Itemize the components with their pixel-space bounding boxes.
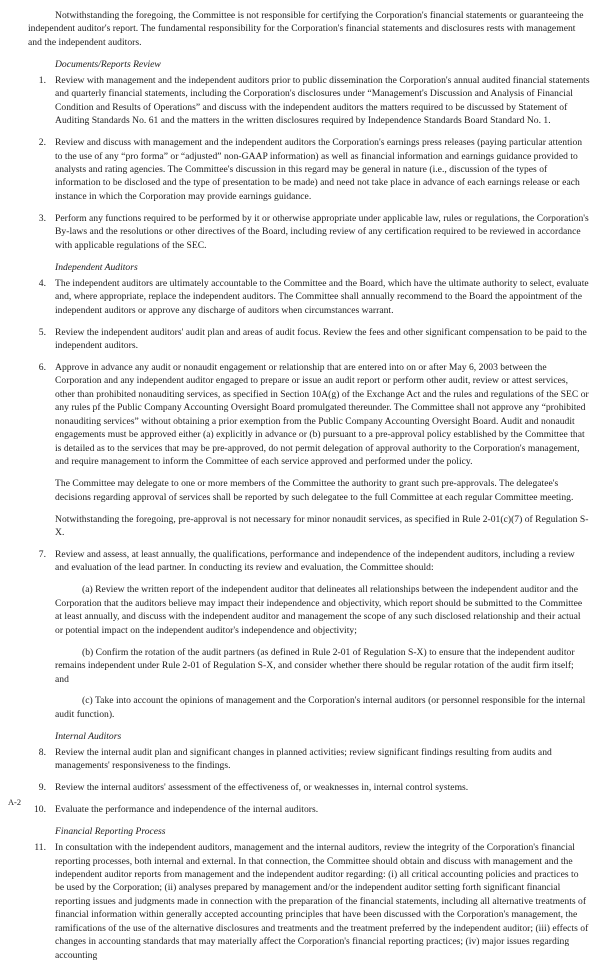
list-item-paragraph: Review the independent auditors' audit plan and areas of audit focus. Review the fees and other significant compensation to be paid to the independent auditors. (55, 326, 587, 352)
list-item-paragraph: Review and assess, at least annually, the qualifications, performance and independence of the independent auditors, including a review and evaluation of the lead partner. In conducting its review and evaluation, the Committee should: (55, 548, 575, 574)
list-item-body (55, 746, 590, 773)
list-item-paragraph: Review with management and the independent auditors prior to public dissemination the Corporation's annual audited financial statements and quarterly financial statements, including the Corporation's disclosures under “Management's Discussion and Analysis of Financial Condition and Results of Operations” and discuss with the independent auditors the matters required to be discussed by Statement of Auditing Standards No. 61 and the matters in the written disclosures required by Independence Standards Board Standard No. 1. (55, 74, 590, 127)
list-item-number: 5. (38, 326, 46, 338)
list-item-paragraph: Evaluate the performance and independence of the internal auditors. (55, 804, 319, 816)
lead-paragraph: Notwithstanding the foregoing, the Committee is not responsible for certifying the Corporation's financial statements or guaranteeing the independent auditor's report. The fundamental responsibility for the Corporation's financial statements and disclosures rests with management and the independent auditors. (28, 10, 584, 48)
list-item-number: 7. (38, 548, 46, 560)
list-item (28, 277, 590, 317)
list-item-number: 6. (38, 361, 46, 373)
list-item-body (55, 136, 590, 203)
page-folio: A-2 (8, 798, 22, 807)
list-item-number: 11. (34, 842, 46, 854)
list-item (28, 326, 590, 353)
list-item-number: 4. (38, 277, 46, 289)
list-item (28, 841, 590, 962)
list-item-paragraph: In consultation with the independent auditors, management and the internal auditors, review the integrity of the Corporation's financial reporting processes, both internal and external. In that connection, the Committee should obtain and discuss with management and the independent auditor reports from management and the independent auditor regarding: (i) all critical accounting policies and practices to be used by the Corporation; (ii) analyses prepared by management and/or the independent auditor setting forth significant financial reporting issues and judgments made in connection with the preparation of the financial statements, including all alternative treatments of financial information within generally accepted accounting principles that have been discussed with the Corporation's management, the ramifications of the use of the alternative disclosures and treatments and the treatment preferred by the independent auditor; (iii) effects of changes in accounting standards that may materially affect the Corporation's financial reporting practices; (iv) major issues regarding accounting (55, 842, 589, 961)
subparagraph-c: (c) Take into account the opinions of management and the Corporation's internal auditors (or personnel responsible for the internal audit function). (55, 695, 586, 720)
list-item (28, 803, 590, 816)
item-6-continuation-paragraph-2: Notwithstanding the foregoing, pre-approval is not necessary for minor nonaudit services, as specified in Rule 2-01(c)(7) of Regulation S-X. (55, 513, 589, 538)
list-item-body (55, 803, 590, 816)
list-item (28, 74, 590, 128)
list-item-body (55, 277, 590, 317)
list-item-paragraph: Review and discuss with management and the independent auditors the Corporation's earnings press releases (paying particular attention to the use of any “pro forma” or “adjusted” non-GAAP information) as well as financial information and earnings guidance provided to analysts and rating agencies. The Committee's discussion in this regard may be general in nature (i.e., discussion of the types of information to be disclosed and the type of presentation to be made) and need not take place in advance of each earnings release or each instance in which the Corporation may provide earnings guidance. (55, 137, 583, 202)
list-item-body (55, 841, 590, 962)
section-heading-documents-reports-review: Documents/Reports Review (55, 58, 161, 70)
item-6-continuation-paragraph-1: The Committee may delegate to one or more members of the Committee the authority to grant such pre-approvals. The delegatee's decisions regarding approval of services shall be reported by such delegatee to the full Committee at each regular Committee meeting. (55, 478, 574, 503)
list-item-number: 3. (38, 212, 46, 224)
list-item (28, 212, 590, 252)
list-item-paragraph: The independent auditors are ultimately accountable to the Committee and the Board, which have the ultimate authority to select, evaluate and, where appropriate, replace the independent auditors. The Committee shall annually recommend to the Board the appointment of the independent auditors or approve any discharge of auditors when circumstances warrant. (55, 277, 589, 316)
list-item-number: 2. (38, 137, 46, 149)
list-item-body (55, 326, 590, 353)
subparagraph-a: (a) Review the written report of the independent auditor that delineates all relationships between the independent auditor and the Corporation that the auditors believe may impact their independence and objectivity, which report should be submitted to the Committee at least annually, and discuss with the independent auditor and management the scope of any such disclosed relationship and their actual or potential impact on the independent auditor's independence and objectivity; (55, 584, 583, 636)
list-item-paragraph: Review the internal audit plan and significant changes in planned activities; review significant findings resulting from audits and managements' responsiveness to the findings. (55, 746, 552, 772)
list-item-body (55, 781, 590, 794)
list-item (28, 548, 590, 575)
list-item-paragraph: Approve in advance any audit or nonaudit engagement or relationship that are entered into on or after May 6, 2003 between the Corporation and any independent auditor engaged to prepare or issue an audit report or perform other audit, review or attest services, other than prohibited nonauditing services, as specified in Section 10A(g) of the Exchange Act and the rules and regulations of the SEC or any rules pf the Public Company Accounting Oversight Board promulgated thereunder. The Committee shall not approve any “prohibited nonauditing services” without obtaining a prior exemption from the Public Company Accounting Oversight Board. Audit and nonaudit engagements must be approved either (a) explicitly in advance or (b) pursuant to a pre-approval policy established by the Committee that is detailed as to the services that may be pre-approved, do not permit delegation of approval authority to the Corporation's management, and require management to inform the Committee of each service approved and performed under the policy. (55, 361, 589, 468)
section-heading-financial-reporting-process: Financial Reporting Process (55, 826, 166, 838)
list-item-number: 8. (38, 746, 46, 758)
list-item (28, 746, 590, 773)
list-item (28, 136, 590, 203)
list-item-number: 9. (38, 782, 46, 794)
list-item-body (55, 212, 590, 252)
list-item (28, 781, 590, 794)
list-item-number: 1. (38, 74, 46, 86)
list-item-paragraph: Perform any functions required to be performed by it or otherwise appropriate under applicable law, rules or regulations, the Corporation's By-laws and the resolutions or other directives of the Board, including review of any certification required to be reviewed in accordance with applicable regulations of the SEC. (55, 212, 589, 251)
list-item-number: 10. (34, 804, 46, 816)
subparagraph-b: (b) Confirm the rotation of the audit partners (as defined in Rule 2-01 of Regulation S-X) to ensure that the independent auditor remains independent under Rule 2-01 of Regulation S-X, and consider whether there should be regular rotation of the audit firm itself; and (55, 646, 575, 685)
list-item-body (55, 548, 590, 575)
list-item (28, 361, 590, 469)
section-heading-internal-auditors: Internal Auditors (55, 730, 122, 742)
section-heading-independent-auditors: Independent Auditors (55, 261, 138, 273)
list-item-body (55, 361, 590, 469)
list-item-body (55, 74, 590, 128)
list-item-paragraph: Review the internal auditors' assessment of the effectiveness of, or weaknesses in, internal control systems. (55, 782, 469, 794)
